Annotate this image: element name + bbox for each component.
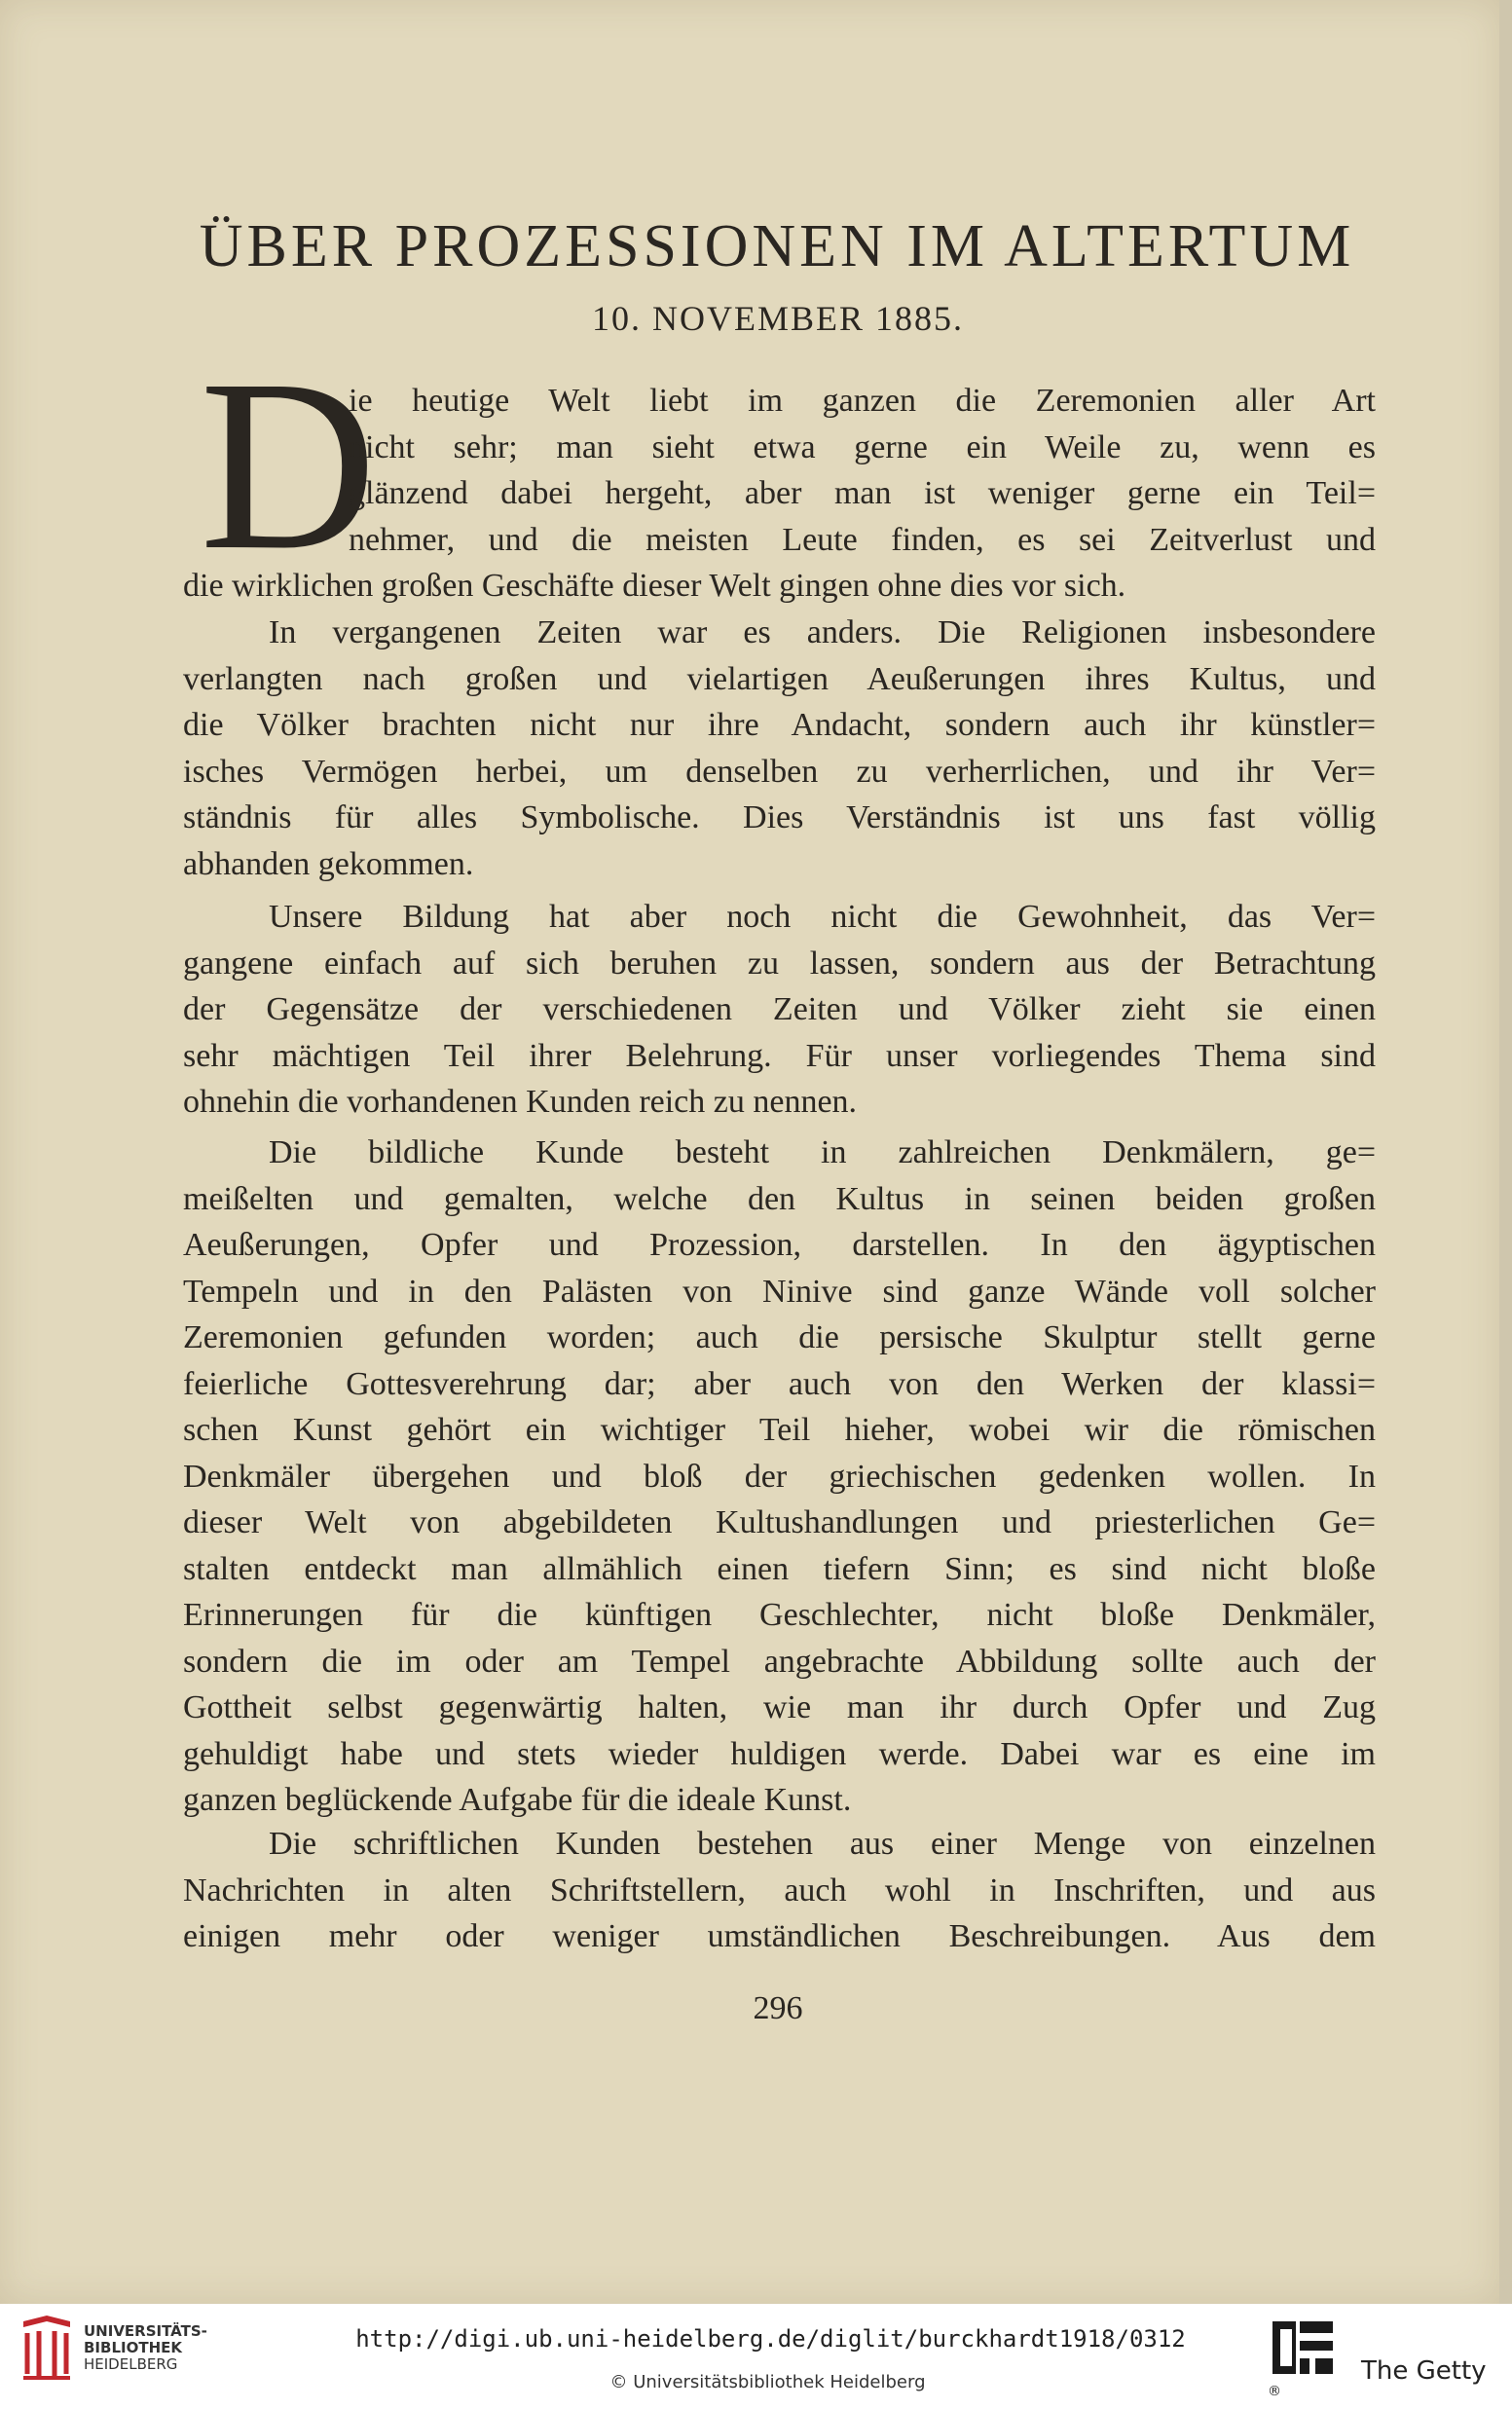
drop-cap: D xyxy=(200,328,377,601)
text-line: In vergangenen Zeiten war es anders. Die Religionen insbesondere xyxy=(269,614,1376,650)
text-line: der Gegensätze der verschiedenen Zeiten und Völker zieht sie einen xyxy=(183,991,1376,1027)
text-line: Unsere Bildung hat aber noch nicht die Gewohnheit, das Ver= xyxy=(269,899,1376,935)
text-line: stalten entdeckt man allmählich einen tiefern Sinn; es sind nicht bloße xyxy=(183,1550,1376,1587)
text-line: sondern die im oder am Tempel angebrachte Abbildung sollte auch der xyxy=(183,1643,1376,1680)
text-line: feierliche Gottesverehrung dar; aber auch von den Werken der klassi= xyxy=(183,1365,1376,1402)
text-line: die Völker brachten nicht nur ihre Andacht, sondern auch ihr künstler= xyxy=(183,707,1376,743)
text-line: Gottheit selbst gegenwärtig halten, wie man ihr durch Opfer und Zug xyxy=(183,1689,1376,1725)
text-line: nicht sehr; man sieht etwa gerne ein Weile zu, wenn es xyxy=(349,428,1376,465)
text-line: ständnis für alles Symbolische. Dies Verständnis ist uns fast völlig xyxy=(183,799,1376,835)
text-line: nehmer, und die meisten Leute finden, es sei Zeitverlust und xyxy=(349,521,1376,558)
chapter-title: ÜBER PROZESSIONEN IM ALTERTUM xyxy=(199,213,1355,279)
paragraph-3 xyxy=(183,894,1376,1126)
source-url-link[interactable]: http://digi.ub.uni-heidelberg.de/diglit/burckhardt1918/0312 xyxy=(355,2325,1186,2353)
page-number: 296 xyxy=(753,1990,803,2026)
text-line: ie heutige Welt liebt im ganzen die Zeremonien aller Art xyxy=(349,383,1376,419)
text-line: Die schriftlichen Kunden bestehen aus einer Menge von einzelnen xyxy=(269,1826,1376,1862)
text-line: Erinnerungen für die künftigen Geschlechter, nicht bloße Denkmäler, xyxy=(183,1597,1376,1633)
getty-logo-icon xyxy=(1271,2316,1339,2393)
text-line: Nachrichten in alten Schriftstellern, auch wohl in Inschriften, und aus xyxy=(183,1872,1376,1909)
text-line: Denkmäler übergehen und bloß der griechischen gedenken wollen. In xyxy=(183,1458,1376,1495)
paragraph-1 xyxy=(183,378,1376,610)
text-line: einigen mehr oder weniger umständlichen Beschreibungen. Aus dem xyxy=(183,1918,1376,1954)
text-line: verlangten nach großen und vielartigen Aeußerungen ihres Kultus, und xyxy=(183,660,1376,697)
page-edge xyxy=(1499,0,1512,2304)
text-line: isches Vermögen herbei, um denselben zu verherrlichen, und ihr Ver= xyxy=(183,753,1376,790)
text-line: gangene einfach auf sich beruhen zu lassen, sondern aus der Betrachtung xyxy=(183,945,1376,982)
text-line: schen Kunst gehört ein wichtiger Teil hieher, wobei wir die römischen xyxy=(183,1412,1376,1448)
text-line: die wirklichen großen Geschäfte dieser Welt gingen ohne dies vor sich. xyxy=(183,568,1126,604)
text-line: Zeremonien gefunden worden; auch die persische Skulptur stellt gerne xyxy=(183,1319,1376,1355)
library-name-line: HEIDELBERG xyxy=(84,2355,178,2373)
paragraph-2 xyxy=(183,610,1376,887)
footer-bar xyxy=(0,2304,1512,2409)
paragraph-4 xyxy=(183,1130,1376,1824)
text-line: abhanden gekommen. xyxy=(183,845,474,882)
text-line: Die bildliche Kunde besteht in zahlreichen Denkmälern, ge= xyxy=(269,1134,1376,1170)
getty-name: The Getty xyxy=(1361,2356,1487,2386)
text-line: dieser Welt von abgebildeten Kultushandlungen und priesterlichen Ge= xyxy=(183,1504,1376,1540)
copyright-notice: © Universitätsbibliothek Heidelberg xyxy=(609,2372,926,2392)
text-line: ganzen beglückende Aufgabe für die ideale Kunst. xyxy=(183,1782,852,1818)
text-line: ohnehin die vorhandenen Kunden reich zu nennen. xyxy=(183,1084,858,1120)
text-line: Tempeln und in den Palästen von Ninive sind ganze Wände voll solcher xyxy=(183,1273,1376,1310)
text-line: glänzend dabei hergeht, aber man ist weniger gerne ein Teil= xyxy=(349,475,1376,511)
text-line: sehr mächtigen Teil ihrer Belehrung. Für unser vorliegendes Thema sind xyxy=(183,1037,1376,1074)
text-line: meißelten und gemalten, welche den Kultus in seinen beiden großen xyxy=(183,1180,1376,1217)
text-line: gehuldigt habe und stets wieder huldigen werde. Dabei war es eine im xyxy=(183,1735,1376,1772)
paragraph-5 xyxy=(183,1821,1376,1960)
library-name-line: UNIVERSITÄTS- xyxy=(84,2322,207,2340)
library-name-line: BIBLIOTHEK xyxy=(84,2339,182,2356)
registered-mark: ® xyxy=(1268,2384,1281,2399)
chapter-date: 10. NOVEMBER 1885. xyxy=(591,299,964,338)
text-line: Aeußerungen, Opfer und Prozession, darstellen. In den ägyptischen xyxy=(183,1227,1376,1263)
